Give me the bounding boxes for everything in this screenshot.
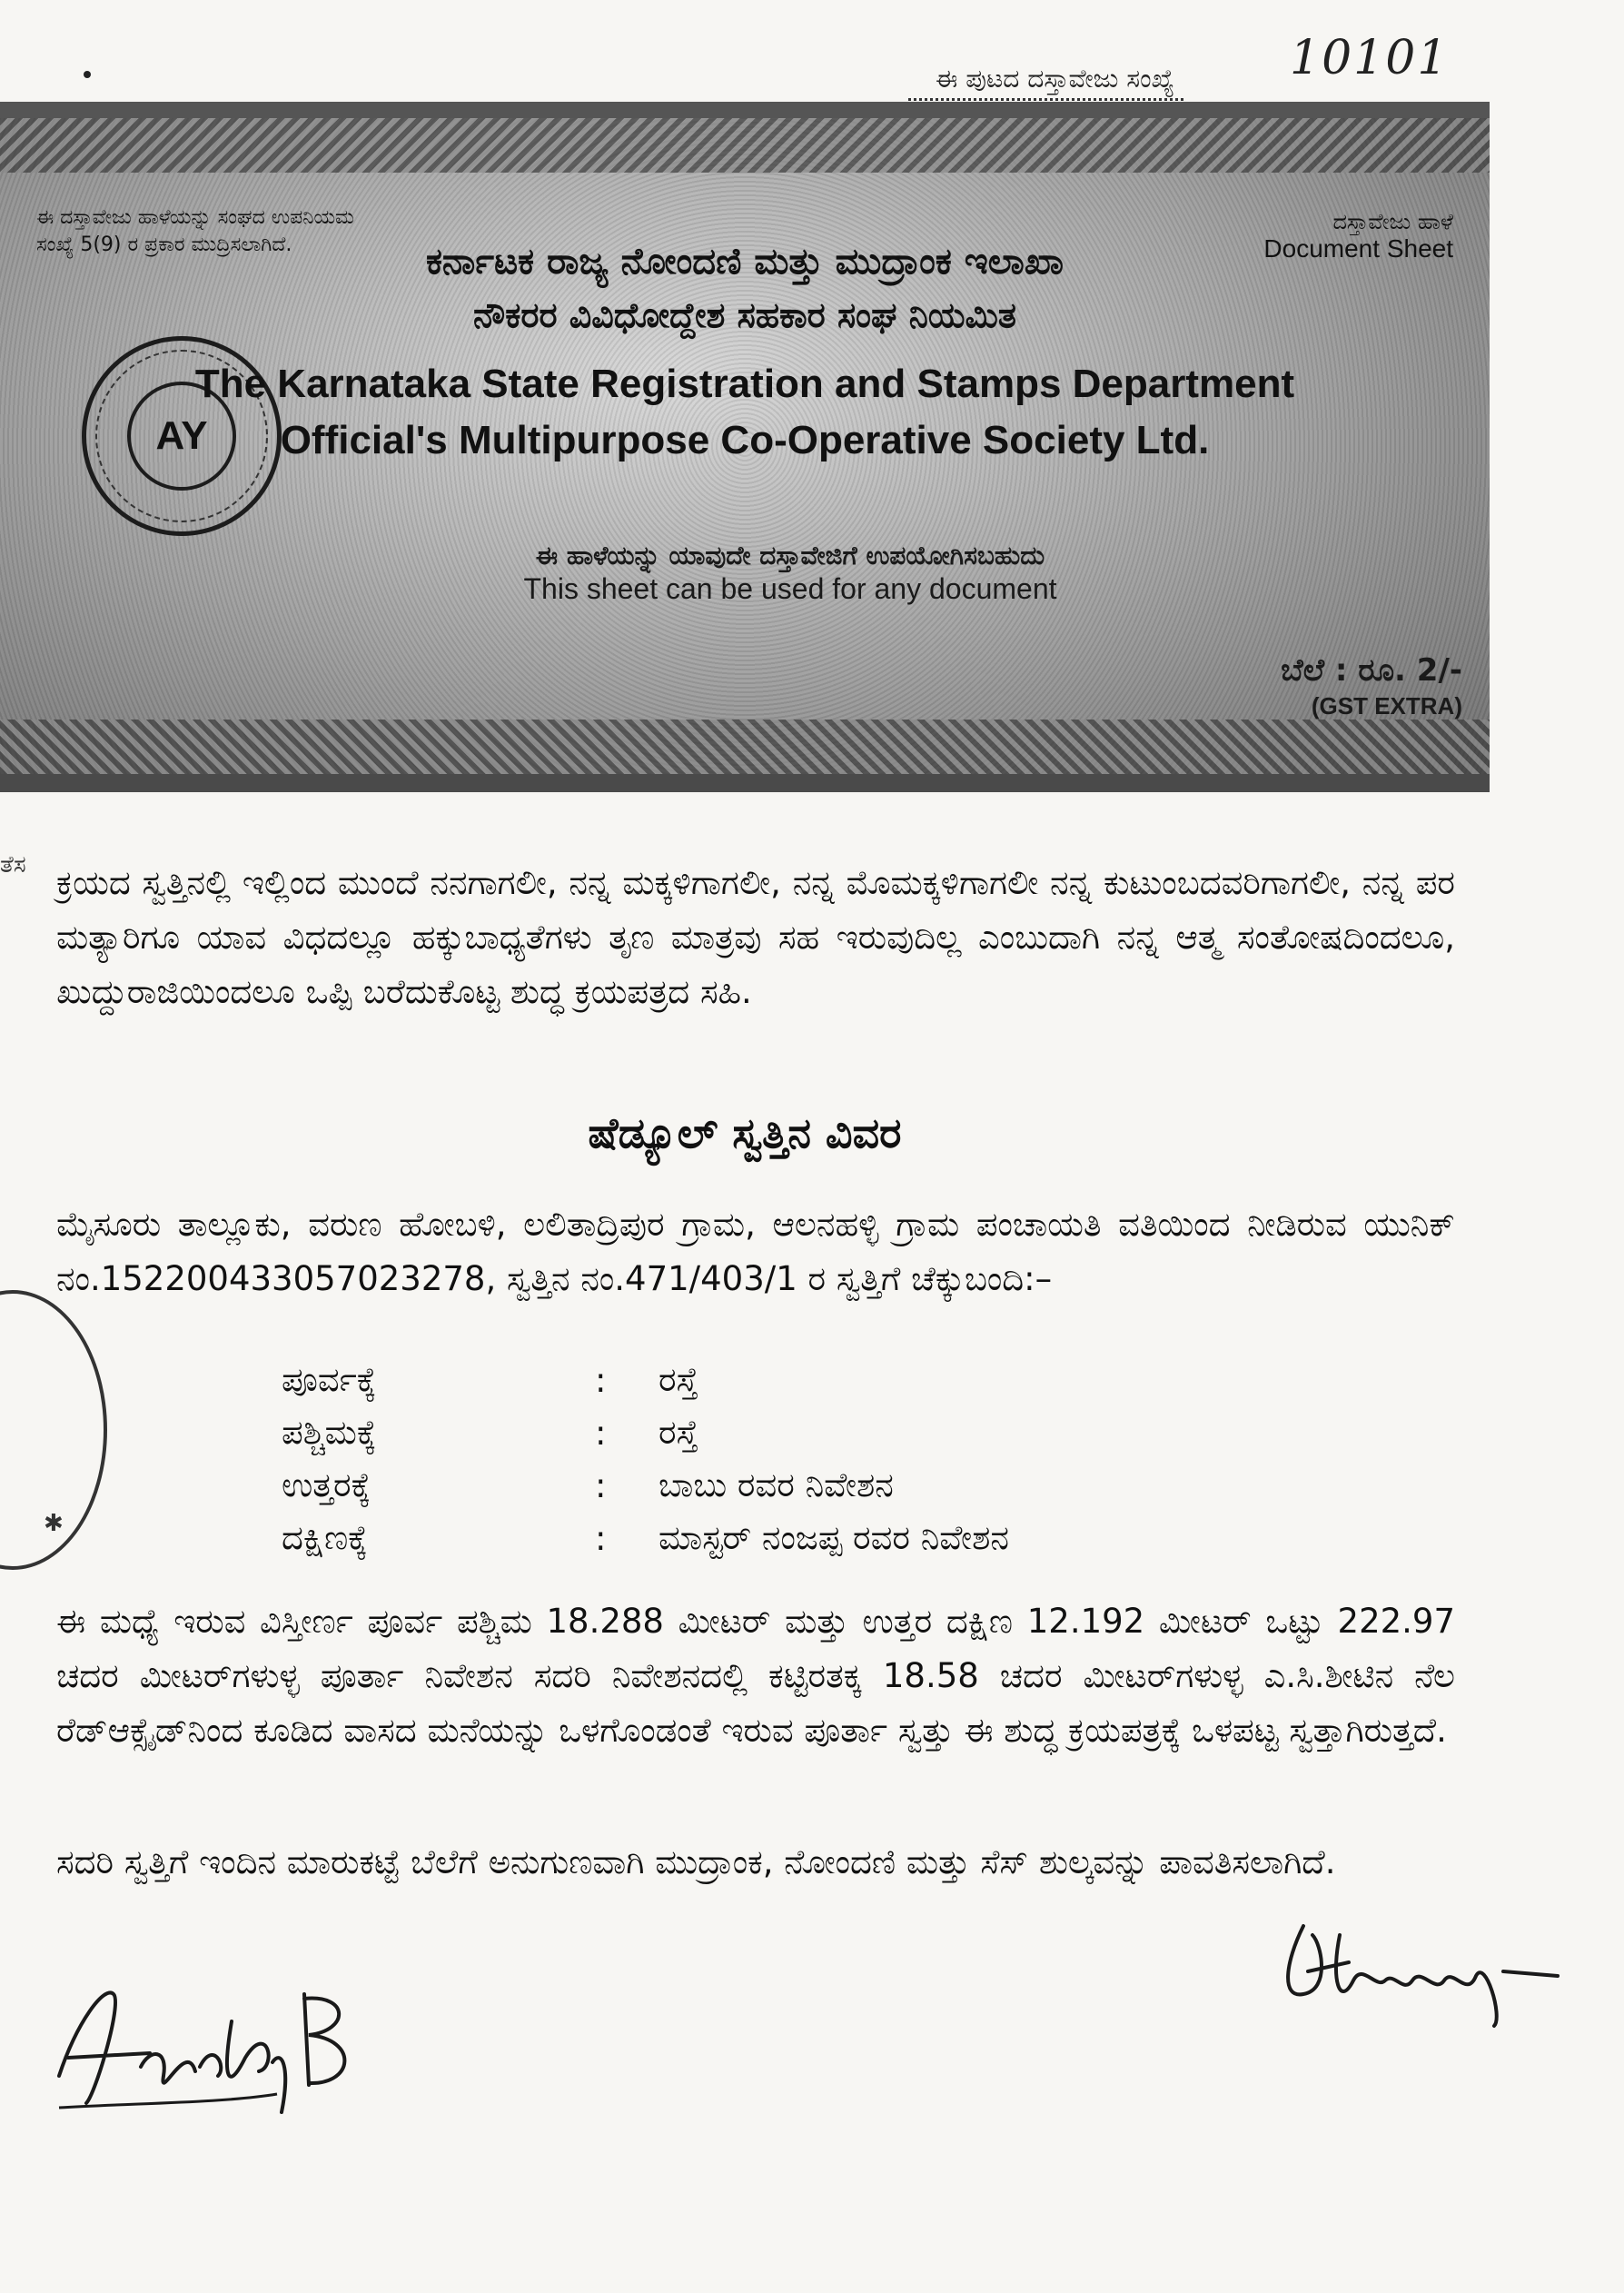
paragraph-declaration: ಕ್ರಯದ ಸ್ವತ್ತಿನಲ್ಲಿ ಇಲ್ಲಿಂದ ಮುಂದೆ ನನಗಾಗಲೀ, ನನ್ನ ಮಕ್ಕಳಿಗಾಗಲೀ, ನನ್ನ ಮೊಮಕ್ಕಳಿಗಾಗಲೀ ನನ್ನ ಕುಟುಂಬದವರಿಗಾಗಲೀ, ನನ್ನ ಪರ ಮತ್ಯಾರಿಗೂ ಯಾವ ವಿಧದಲ್ಲೂ ಹಕ್ಕುಬಾಧ್ಯತೆಗಳು ತೃಣ ಮಾತ್ರವು ಸಹ ಇರುವುದಿಲ್ಲ ಎಂಬುದಾಗಿ ನನ್ನ ಆತ್ಮ ಸಂತೋಷದಿಂದಲೂ, ಖುದ್ದುರಾಜಿಯಿಂದಲೂ ಒಪ್ಪಿ ಬರೆದುಕೊಟ್ಟ ಶುದ್ಧ ಕ್ರಯಪತ್ರದ ಸಹಿ. [56,863,1455,1011]
boundary-direction: ಪಶ್ಚಿಮಕ್ಕೆ [282,1413,377,1452]
seller-signature [41,1967,368,2121]
serial-number: 10101 [1290,31,1450,85]
boundary-row [282,1354,1009,1406]
paragraph-stamp-duty: ಸದರಿ ಸ್ವತ್ತಿಗೆ ಇಂದಿನ ಮಾರುಕಟ್ಟೆ ಬೆಲೆಗೆ ಅನುಗುಣವಾಗಿ ಮುದ್ರಾಂಕ, ನೋಂದಣಿ ಮತ್ತು ಸೆಸ್ ಶುಲ್ಕವನ್ನು ಪಾವತಿಸಲಾಗಿದೆ. [56,1842,1336,1881]
boundary-direction: ಪೂರ್ವಕ್ಕೆ [282,1360,377,1399]
left-note-line-2: ಸಂಖ್ಯೆ 5(9) ರ ಪ್ರಕಾರ ಮುದ್ರಿಸಲಾಗಿದೆ. [36,233,292,256]
boundary-row [282,1406,1009,1459]
seal-text: AY [127,382,236,491]
usage-note-kn: ಈ ಹಾಳೆಯನ್ನು ಯಾವುದೇ ದಸ್ತಾವೇಜಿಗೆ ಉಪಯೋಗಿಸಬಹುದು [535,541,1045,571]
boundary-colon: : [595,1518,607,1558]
boundary-row [282,1459,1009,1512]
title-english-2: Official's Multipurpose Co-Operative Society Ltd. [280,418,1210,462]
boundary-colon: : [595,1413,607,1453]
serial-label: ಈ ಪುಟದ ದಸ್ತಾವೇಜು ಸಂಖ್ಯೆ [908,64,1183,101]
boundary-value: ರಸ್ತೆ [659,1413,698,1452]
left-note-line-1: ಈ ದಸ್ತಾವೇಜು ಹಾಳೆಯನ್ನು ಸಂಘದ ಉಪನಿಯಮ [36,206,354,229]
title-kannada-1: ಕರ್ನಾಟಕ ರಾಜ್ಯ ನೋಂದಣಿ ಮತ್ತು ಮುದ್ರಾಂಕ ಇಲಾಖಾ [425,241,1065,283]
title-english-1: The Karnataka State Registration and Stamps Department [194,362,1295,406]
boundary-colon: : [595,1465,607,1505]
star-icon: ✱ [44,1510,64,1537]
stamp-sheet-header [0,102,1490,792]
document-serial [854,31,1450,100]
paragraph-area-details: ಈ ಮಧ್ಯೆ ಇರುವ ವಿಸ್ತೀರ್ಣ ಪೂರ್ವ ಪಶ್ಚಿಮ 18.288 ಮೀಟರ್ ಮತ್ತು ಉತ್ತರ ದಕ್ಷಿಣ 12.192 ಮೀಟರ್ ಒಟ್ಟು 222.97 ಚದರ ಮೀಟರ್‌ಗಳುಳ್ಳ ಪೂರ್ತಾ ನಿವೇಶನ ಸದರಿ ನಿವೇಶನದಲ್ಲಿ ಕಟ್ಟಿರತಕ್ಕ 18.58 ಚದರ ಮೀಟರ್‌ಗಳುಳ್ಳ ಎ.ಸಿ.ಶೀಟಿನ ನೆಲ ರೆಡ್‌ಆಕ್ಸೈಡ್‌ನಿಂದ ಕೂಡಿದ ವಾಸದ ಮನೆಯನ್ನು ಒಳಗೊಂಡಂತೆ ಇರುವ ಪೂರ್ತಾ ಸ್ವತ್ತು ಈ ಶುದ್ಧ ಕ್ರಯಪತ್ರಕ್ಕೆ ಒಳಪಟ್ಟ ಸ್ವತ್ತಾಗಿರುತ್ತದೆ. [56,1602,1455,1750]
title-kannada-2: ನೌಕರರ ವಿವಿಧೋದ್ದೇಶ ಸಹಕಾರ ಸಂಘ ನಿಯಮಿತ [472,295,1017,335]
paragraph-property-location: ಮೈಸೂರು ತಾಲ್ಲೂಕು, ವರುಣ ಹೋಬಳಿ, ಲಲಿತಾದ್ರಿಪುರ ಗ್ರಾಮ, ಆಲನಹಳ್ಳಿ ಗ್ರಾಮ ಪಂಚಾಯತಿ ವತಿಯಿಂದ ನೀಡಿರುವ ಯುನಿಕ್ ನಂ.152200433057023278, ಸ್ವತ್ತಿನ ನಂ.471/403/1 ರ ಸ್ವತ್ತಿಗೆ ಚೆಕ್ಕುಬಂದಿ:– [56,1205,1455,1298]
usage-note-en: This sheet can be used for any document [523,572,1057,605]
boundary-value: ಮಾಸ್ಟರ್ ನಂಜಪ್ಪ ರವರ ನಿವೇಶನ [659,1518,1010,1557]
buyer-signature [1276,1908,1576,2035]
boundary-row [282,1512,1009,1564]
ink-dot [84,71,91,78]
boundary-direction: ಉತ್ತರಕ್ಕೆ [282,1465,371,1504]
document-sheet-label-kn: ದಸ್ತಾವೇಜು ಹಾಳೆ [1332,209,1453,234]
boundary-value: ರಸ್ತೆ [659,1360,698,1399]
margin-mark: ತೆಸ [0,851,26,878]
boundary-colon: : [595,1360,607,1400]
gst-note: (GST EXTRA) [1311,692,1462,720]
schedule-heading: ಷೆಡ್ಯೂಲ್ ಸ್ವತ್ತಿನ ವಿವರ [588,1108,902,1157]
boundary-value: ಬಾಬು ರವರ ನಿವೇಶನ [659,1465,894,1504]
document-sheet-label-en: Document Sheet [1263,234,1453,263]
boundary-direction: ದಕ್ಷಿಣಕ್ಕೆ [282,1518,368,1557]
sheet-price: ಬೆಲೆ : ರೂ. 2/- [1281,652,1462,689]
boundaries-list [282,1354,1009,1564]
